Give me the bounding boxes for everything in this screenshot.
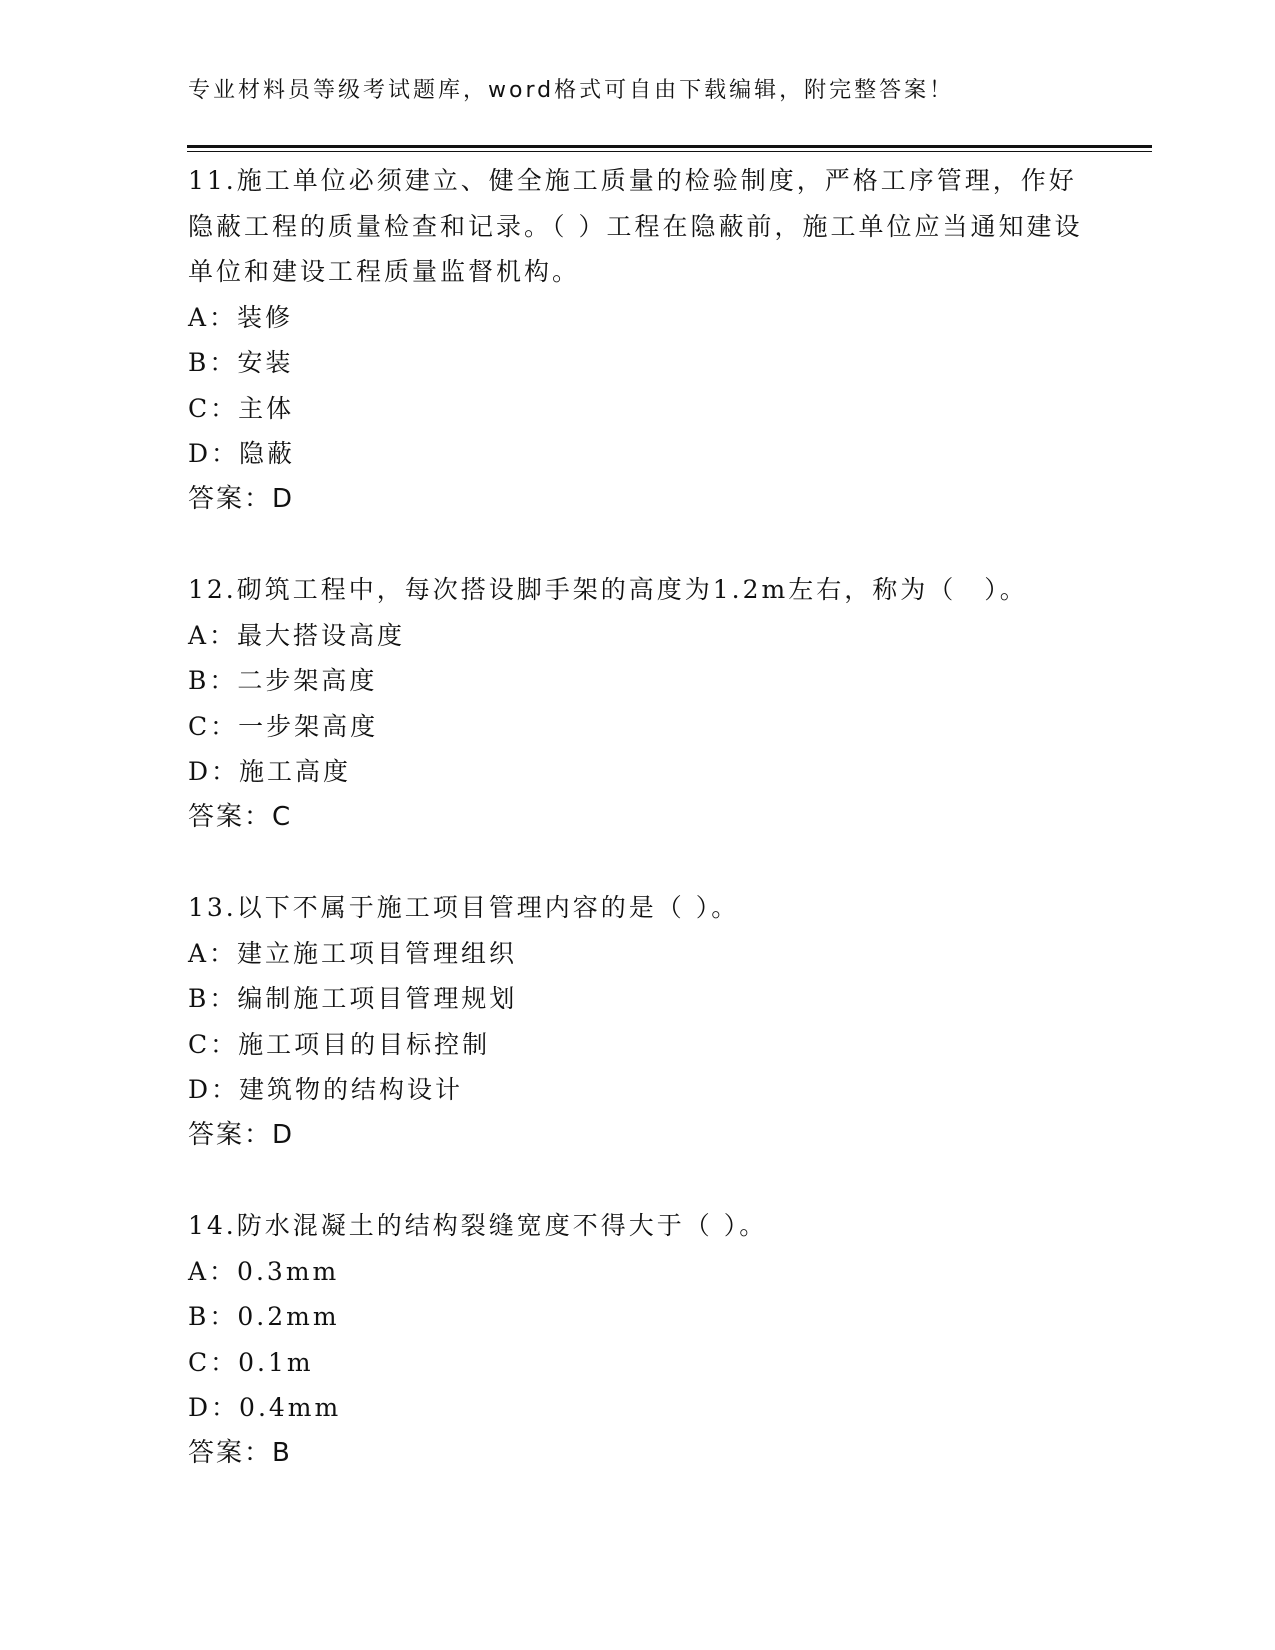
option-a: A：装修	[188, 302, 294, 332]
page-header: 专业材料员等级考试题库，word格式可自由下载编辑，附完整答案！	[188, 78, 955, 103]
question-stem: 12.砌筑工程中，每次搭设脚手架的高度为1.2m左右，称为（ ）。	[188, 575, 1028, 604]
option-c: C：主体	[188, 393, 295, 423]
question-11	[188, 158, 1088, 522]
option-a: A：最大搭设高度	[188, 620, 406, 650]
option-d: D：0.4mm	[188, 1393, 342, 1422]
question-stem: 11.施工单位必须建立、健全施工质量的检验制度，严格工序管理，作好隐蔽工程的质量检查和记录。（ ）工程在隐蔽前，施工单位应当通知建设单位和建设工程质量监督机构。	[188, 166, 1083, 286]
option-c: C：一步架高度	[188, 711, 379, 741]
option-a: A：建立施工项目管理组织	[188, 938, 518, 968]
question-stem: 14.防水混凝土的结构裂缝宽度不得大于（ ）。	[188, 1211, 768, 1240]
option-c: C：0.1m	[188, 1347, 314, 1377]
option-b: B：0.2mm	[188, 1302, 340, 1331]
option-b: B：编制施工项目管理规划	[188, 984, 518, 1013]
answer: 答案：D	[188, 483, 295, 514]
option-c: C：施工项目的目标控制	[188, 1029, 491, 1059]
option-a: A：0.3mm	[188, 1256, 340, 1286]
answer: 答案：B	[188, 1437, 292, 1468]
question-list	[188, 158, 1088, 1521]
question-13	[188, 885, 1088, 1158]
answer: 答案：C	[188, 801, 293, 832]
option-d: D：建筑物的结构设计	[188, 1075, 464, 1104]
option-b: B：二步架高度	[188, 666, 378, 695]
question-stem: 13.以下不属于施工项目管理内容的是（ ）。	[188, 893, 740, 922]
question-14	[188, 1203, 1088, 1476]
option-d: D：隐蔽	[188, 439, 296, 468]
question-12	[188, 567, 1088, 840]
option-b: B：安装	[188, 348, 294, 377]
header-rule-thin	[187, 151, 1152, 152]
answer: 答案：D	[188, 1119, 295, 1150]
option-d: D：施工高度	[188, 757, 352, 786]
header-rule-thick	[187, 145, 1152, 148]
